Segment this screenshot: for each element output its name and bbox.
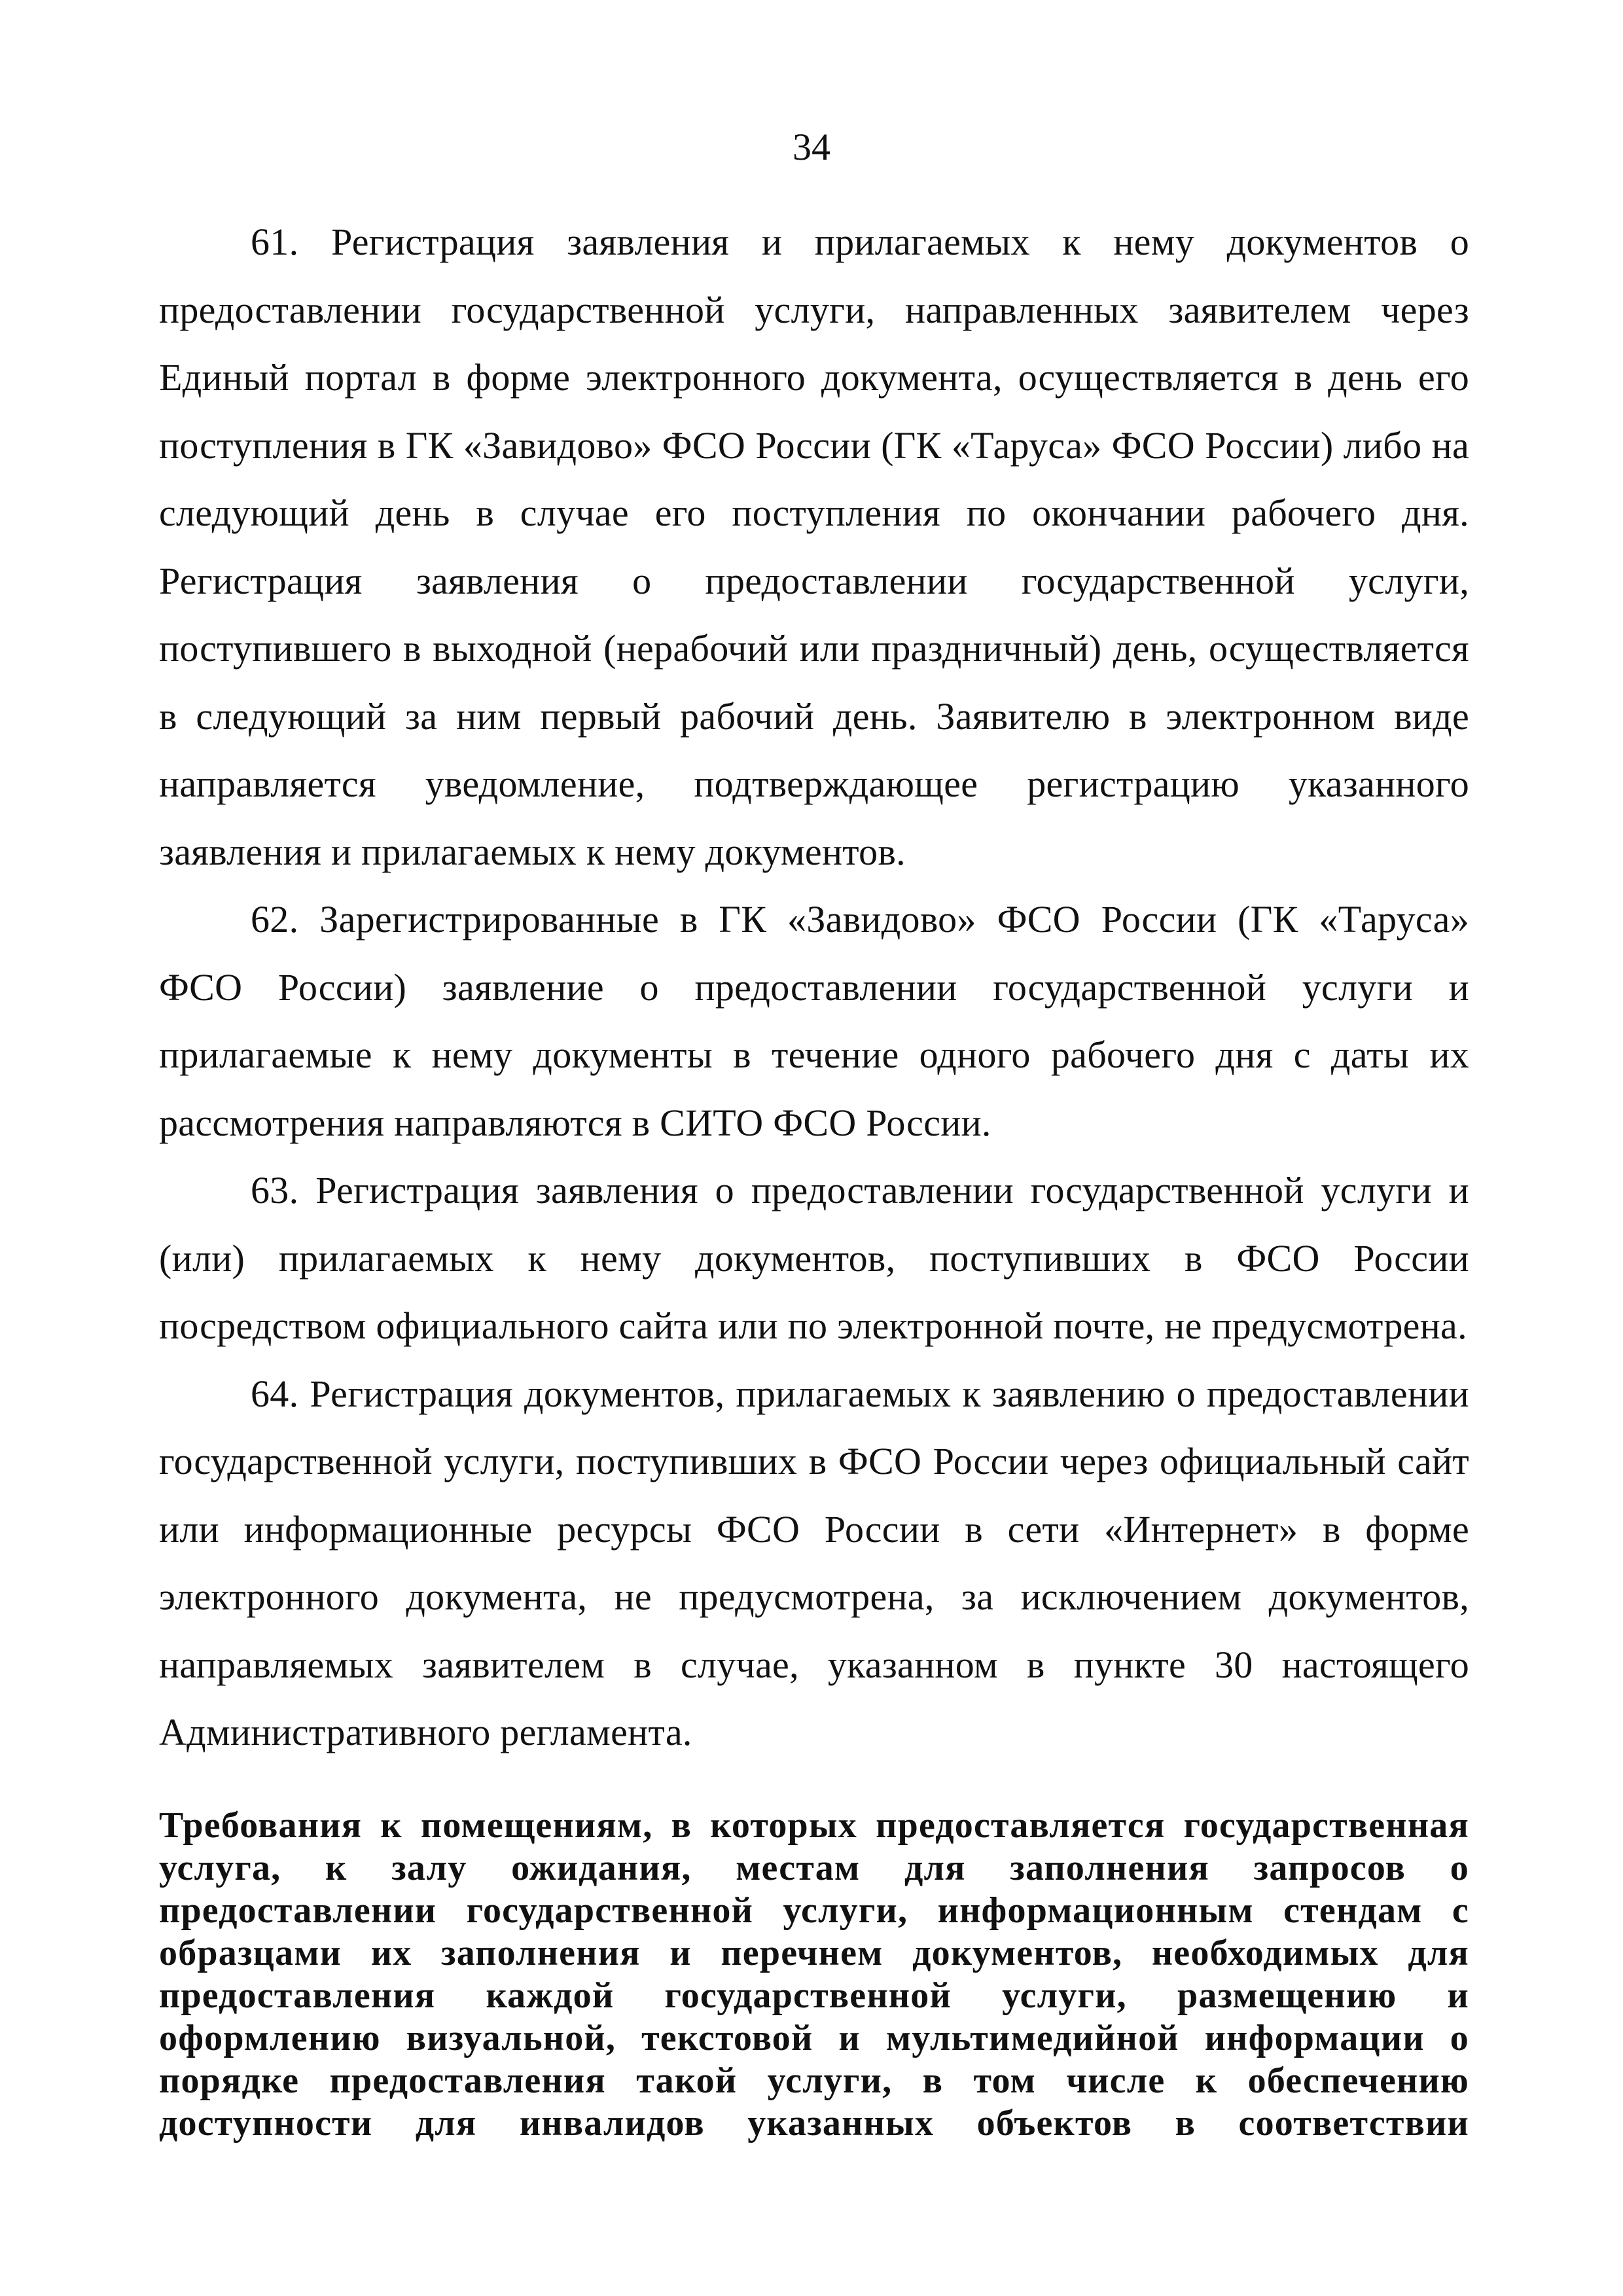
page-number: 34: [793, 126, 830, 168]
paragraph-61: 61. Регистрация заявления и прилагаемых к нему документов о предоставлении государственной услуги, направленных заявителем через Единый портал в форме электронного документа, осуществляется в день его поступления в ГК «Завидово» ФСО России (ГК «Таруса» ФСО России) либо на следующий день в случае его поступления по окончании рабочего дня. Регистрация заявления о предоставлении государственной услуги, поступившего в выходной (нерабочий или праздничный) день, осуществляется в следующий за ним первый рабочий день. Заявителю в электронном виде направляется уведомление, подтверждающее регистрацию указанного заявления и прилагаемых к нему документов.: [159, 221, 1469, 873]
document-body: [159, 208, 1469, 1767]
paragraph-63: 63. Регистрация заявления о предоставлении государственной услуги и (или) прилагаемых к нему документов, поступивших в ФСО России посредством официального сайта или по электронной почте, не предусмотрена.: [159, 1169, 1469, 1347]
paragraph-62: 62. Зарегистрированные в ГК «Завидово» ФСО России (ГК «Таруса» ФСО России) заявление о предоставлении государственной услуги и прилагаемые к нему документы в течение одного рабочего дня с даты их рассмотрения направляются в СИТО ФСО России.: [159, 898, 1469, 1144]
section-heading: Требования к помещениям, в которых предоставляется государственная услуга, к залу ожидания, местам для заполнения запросов о предоставлении государственной услуги, информационным стендам с образцами их заполнения и перечнем документов, необходимых для предоставления каждой государственной услуги, размещению и оформлению визуальной, текстовой и мультимедийной информации о порядке предоставления такой услуги, в том числе к обеспечению доступности для инвалидов указанных объектов в соответствии: [159, 1805, 1469, 2144]
paragraph-64: 64. Регистрация документов, прилагаемых к заявлению о предоставлении государственной услуги, поступивших в ФСО России через официальный сайт или информационные ресурсы ФСО России в сети «Интернет» в форме электронного документа, не предусмотрена, за исключением документов, направляемых заявителем в случае, указанном в пункте 30 настоящего Административного регламента.: [159, 1372, 1469, 1753]
